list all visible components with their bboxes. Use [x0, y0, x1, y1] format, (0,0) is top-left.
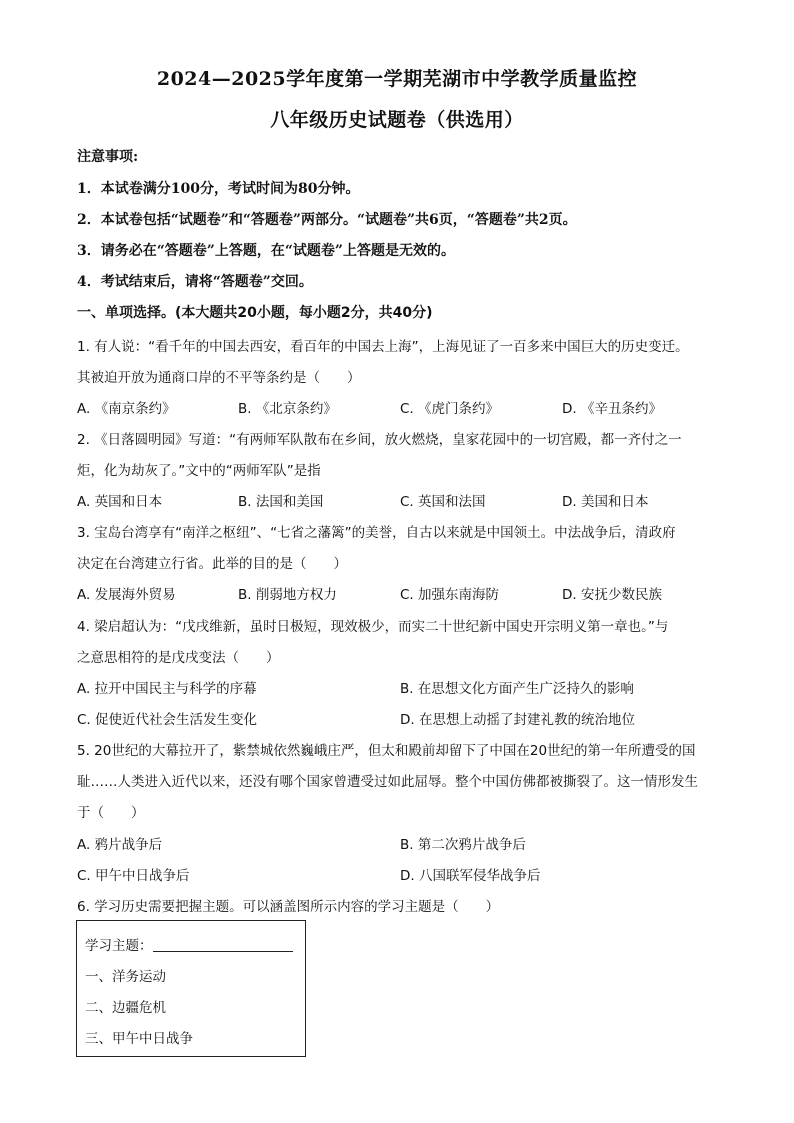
question-4-option-c: C. 促使近代社会生活发生变化	[77, 712, 258, 728]
question-4-option-a: A. 拉开中国民主与科学的序幕	[77, 681, 257, 697]
question-1-stem-line-1: 1. 有人说：“看千年的中国去西安，看百年的中国去上海”，上海见证了一百多来中国巨大的历史变迁。	[77, 339, 689, 355]
section-heading: 一、单项选择。(本大题共20小题，每小题2分，共40分)	[77, 305, 433, 321]
question-1-stem-line-2: 其被迫开放为通商口岸的不平等条约是（ ）	[77, 370, 361, 386]
answer-blank	[153, 937, 293, 952]
question-5-option-b: B. 第二次鸦片战争后	[400, 837, 526, 853]
theme-label-row	[85, 934, 293, 954]
notice-item-4: 4．考试结束后，请将“答题卷”交回。	[77, 274, 313, 290]
question-1-option-c: C. 《虎门条约》	[400, 401, 500, 417]
question-2-stem-line-1: 2. 《日落圆明园》写道：“有两师军队散布在乡间，放火燃烧，皇家花园中的一切宫殿，都一齐付之一	[77, 432, 682, 448]
question-2-option-b: B. 法国和美国	[238, 494, 324, 510]
question-2-option-c: C. 英国和法国	[400, 494, 486, 510]
exam-title: 2024—2025学年度第一学期芜湖市中学教学质量监控	[156, 68, 638, 90]
question-3-stem-line-1: 3. 宝岛台湾享有“南洋之枢纽”、“七省之藩篱”的美誉，自古以来就是中国领土。中法战争后，清政府	[77, 525, 676, 541]
theme-item-1: 一、洋务运动	[85, 969, 166, 985]
theme-label: 学习主题：	[85, 938, 153, 954]
question-3-option-a: A. 发展海外贸易	[77, 587, 176, 603]
question-2-option-d: D. 美国和日本	[562, 494, 649, 510]
question-3-option-d: D. 安抚少数民族	[562, 587, 662, 603]
question-2-option-a: A. 英国和日本	[77, 494, 163, 510]
question-3-option-c: C. 加强东南海防	[400, 587, 500, 603]
question-1-option-b: B. 《北京条约》	[238, 401, 337, 417]
notice-item-1: 1．本试卷满分100分，考试时间为80分钟。	[77, 181, 360, 197]
question-5-stem-line-3: 于（ ）	[77, 805, 145, 821]
question-1-option-d: D. 《辛丑条约》	[562, 401, 662, 417]
question-5-stem-line-2: 耻……人类进入近代以来，还没有哪个国家曾遭受过如此屈辱。整个中国仿佛都被撕裂了。这一情形发生	[77, 774, 698, 790]
theme-box	[76, 920, 306, 1057]
exam-subtitle: 八年级历史试题卷（供选用）	[270, 109, 524, 131]
question-4-option-d: D. 在思想上动摇了封建礼教的统治地位	[400, 712, 635, 728]
question-3-stem-line-2: 决定在台湾建立行省。此举的目的是（ ）	[77, 556, 347, 572]
question-4-stem-line-1: 4. 梁启超认为：“戊戌维新，虽时日极短，现效极少，而实二十世纪新中国史开宗明义第一章也。”与	[77, 619, 669, 635]
question-5-option-d: D. 八国联军侵华战争后	[400, 868, 541, 884]
question-2-stem-line-2: 炬，化为劫灰了。”文中的“两师军队”是指	[77, 463, 321, 479]
question-4-option-b: B. 在思想文化方面产生广泛持久的影响	[400, 681, 634, 697]
question-4-stem-line-2: 之意思相符的是戊戌变法（ ）	[77, 650, 280, 666]
question-5-stem-line-1: 5. 20世纪的大幕拉开了，紫禁城依然巍峨庄严，但太和殿前却留下了中国在20世纪的第一年所遭受的国	[77, 743, 696, 759]
question-1-option-a: A. 《南京条约》	[77, 401, 176, 417]
notice-item-2: 2．本试卷包括“试题卷”和“答题卷”两部分。“试题卷”共6页，“答题卷”共2页。	[77, 212, 577, 228]
question-5-option-c: C. 甲午中日战争后	[77, 868, 190, 884]
notice-heading: 注意事项:	[77, 149, 139, 165]
question-5-option-a: A. 鸦片战争后	[77, 837, 163, 853]
theme-item-2: 二、边疆危机	[85, 1000, 166, 1016]
theme-item-3: 三、甲午中日战争	[85, 1031, 193, 1047]
question-3-option-b: B. 削弱地方权力	[238, 587, 337, 603]
question-6-stem-line-1: 6. 学习历史需要把握主题。可以涵盖图所示内容的学习主题是（ ）	[77, 899, 500, 915]
notice-item-3: 3．请务必在“答题卷”上答题，在“试题卷”上答题是无效的。	[77, 243, 455, 259]
